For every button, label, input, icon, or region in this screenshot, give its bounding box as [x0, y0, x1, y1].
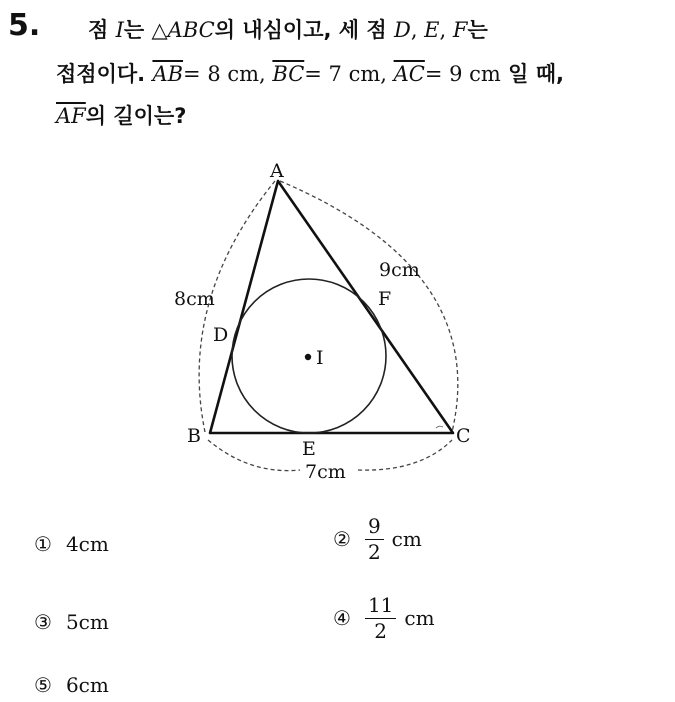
- choice-number: ②: [333, 527, 351, 551]
- segment-bc: $\overline{BC}$: [272, 62, 305, 86]
- vertex-c-label: C: [456, 425, 471, 447]
- question-number: 5.: [8, 8, 41, 43]
- segment-af: $\overline{AF}$: [56, 104, 86, 128]
- choice-number: ⑤: [34, 673, 52, 697]
- text: 의 길이는?: [85, 104, 187, 128]
- triangle-abc: [210, 181, 453, 433]
- text: 의 내심이고, 세 점: [214, 18, 394, 42]
- choice-text: 6cm: [65, 673, 109, 697]
- length-bc-label: 7cm: [305, 461, 346, 483]
- fraction: [365, 593, 396, 643]
- triangle-name: ABC: [167, 18, 215, 42]
- text: 는: [123, 18, 152, 42]
- incenter-dot: [305, 354, 311, 360]
- vertex-a-label: A: [270, 160, 284, 182]
- separator: ,: [259, 62, 273, 86]
- point-f-label: F: [378, 288, 392, 310]
- numerator: 9: [365, 514, 384, 540]
- segment-bc-value: = 7 cm: [304, 62, 381, 86]
- angle-mark-c: [436, 426, 443, 428]
- text: 접점이다.: [56, 62, 153, 86]
- choice-2[interactable]: [333, 514, 422, 564]
- triangle-symbol: △: [151, 18, 168, 42]
- segment-ac: $\overline{AC}$: [393, 62, 425, 86]
- var-d: D: [393, 18, 411, 42]
- unit: cm: [391, 527, 422, 551]
- point-d-label: D: [213, 324, 229, 346]
- numerator: 11: [365, 593, 396, 619]
- separator: ,: [439, 18, 453, 42]
- fraction: [365, 514, 384, 564]
- denominator: 2: [367, 540, 381, 564]
- segment-ab: $\overline{AB}$: [152, 62, 184, 86]
- segment-ab-value: = 8 cm: [183, 62, 260, 86]
- choice-number: ④: [333, 606, 351, 630]
- choice-text: 5cm: [65, 610, 109, 634]
- length-ab-label: 8cm: [174, 288, 215, 310]
- choice-1[interactable]: [34, 532, 109, 556]
- separator: ,: [410, 18, 425, 42]
- vertex-b-label: B: [187, 425, 201, 447]
- segment-ac-value: = 9 cm: [424, 62, 501, 86]
- choice-number: ③: [34, 610, 52, 634]
- unit: cm: [404, 606, 435, 630]
- arc-bc: [208, 440, 300, 471]
- text: 점: [88, 18, 116, 42]
- var-e: E: [424, 18, 440, 42]
- choice-3[interactable]: [34, 610, 109, 634]
- choice-5[interactable]: [34, 673, 109, 697]
- text: 는: [467, 18, 488, 42]
- choice-4[interactable]: [333, 593, 435, 643]
- separator: ,: [380, 62, 394, 86]
- choice-text: 4cm: [65, 532, 109, 556]
- choice-number: ①: [34, 532, 52, 556]
- arc-bc: [358, 440, 452, 470]
- var-i: I: [115, 18, 124, 42]
- text: 일 때,: [500, 62, 565, 86]
- var-f: F: [452, 18, 468, 42]
- incenter-label: I: [316, 347, 324, 369]
- point-e-label: E: [302, 438, 316, 460]
- denominator: 2: [374, 619, 388, 643]
- length-ac-label: 9cm: [379, 259, 420, 281]
